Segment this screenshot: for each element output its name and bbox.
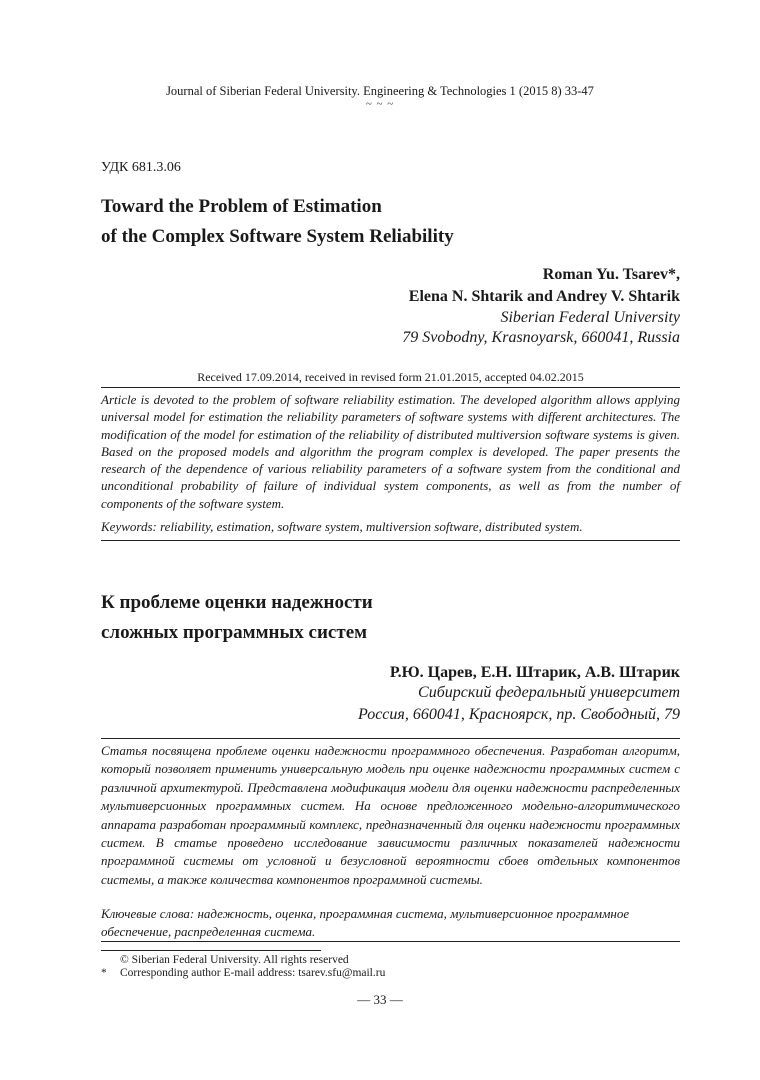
english-authors-line2: Elena N. Shtarik and Andrey V. Shtarik — [408, 288, 680, 305]
russian-bottom-rule — [101, 941, 680, 942]
udk-code: УДК 681.3.06 — [101, 160, 181, 175]
footnote-separator — [101, 950, 321, 951]
english-affiliation-line1: Siberian Federal University — [500, 309, 680, 326]
russian-title-line2: сложных программных систем — [101, 622, 368, 643]
corresponding-author-note: Corresponding author E-mail address: tsarev.sfu@mail.ru — [120, 967, 386, 979]
header-ornament: ~ ~ ~ — [365, 98, 395, 110]
russian-abstract: Статья посвящена проблеме оценки надежности программного обеспечения. Разработан алгоритм, который позволяет применить универсальную модель при оценке надежности программных систем с различной архитектурой. Представлена модификация модели для оценки надежности распределенных мультиверсионных программных систем. На основе предложенного модельно-алгоритмического аппарата разработан программный комплекс, предназначенный для оценки надежности программных систем. В статье проведено исследование зависимости различных показателей надежности программной системы от условной и безусловной вероятности сбоев отдельных компонентов системы, а также количества компонентов программной системы. — [101, 743, 680, 887]
english-bottom-rule — [101, 540, 680, 541]
russian-authors: Р.Ю. Царев, Е.Н. Штарик, А.В. Штарик — [389, 664, 680, 681]
russian-abstract-top-rule — [101, 738, 680, 739]
english-affiliation-line2: 79 Svobodny, Krasnoyarsk, 660041, Russia — [402, 329, 680, 346]
journal-header: Journal of Siberian Federal University. Engineering & Technologies 1 (2015 8) 33-47 — [166, 84, 594, 98]
english-title-line2: of the Complex Software System Reliability — [101, 226, 454, 247]
english-authors-line1: Roman Yu. Tsarev*, — [542, 266, 680, 283]
russian-title-line1: К проблеме оценки надежности — [101, 592, 373, 613]
received-dates: Received 17.09.2014, received in revised form 21.01.2015, accepted 04.02.2015 — [197, 370, 584, 384]
russian-keywords: Ключевые слова: надежность, оценка, программная система, мультиверсионное программное обеспечение, распределенная система. — [101, 906, 630, 939]
page-number: — 33 — — [357, 992, 403, 1007]
abstract-top-rule — [101, 387, 680, 388]
footnote-star: * — [101, 967, 107, 979]
english-abstract: Article is devoted to the problem of software reliability estimation. The developed algorithm allows applying universal model for estimation the reliability parameters of software systems with different architectures. The modification of the model for estimation of the reliability of distributed multiversion software systems is given. Based on the proposed models and algorithm the program complex is developed. The paper presents the research of the dependence of various reliability parameters of a software system from the conditional and unconditional probability of failure of individual system components, as well as from the number of components of the software system. — [101, 392, 680, 511]
english-keywords: Keywords: reliability, estimation, software system, multiversion software, distributed system. — [101, 519, 583, 534]
russian-affiliation-line1: Сибирский федеральный университет — [418, 684, 680, 701]
english-title-line1: Toward the Problem of Estimation — [101, 196, 382, 217]
copyright-note: © Siberian Federal University. All rights reserved — [120, 954, 349, 966]
russian-affiliation-line2: Россия, 660041, Красноярск, пр. Свободный, 79 — [358, 706, 680, 723]
